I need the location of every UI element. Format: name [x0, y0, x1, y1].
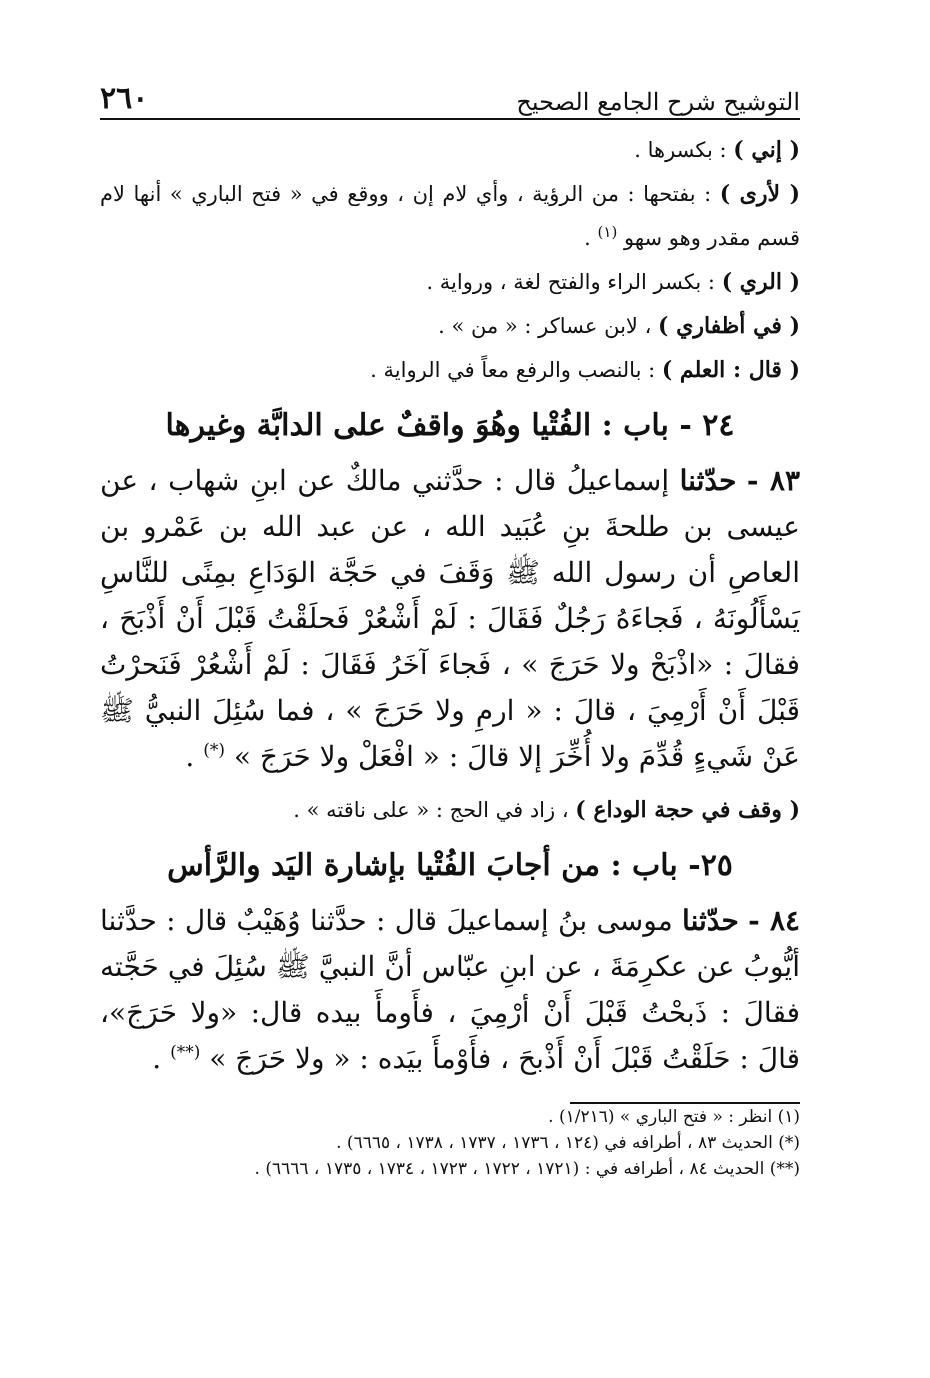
chapter-heading-25: ٢٥- باب : من أجابَ الفُتْيا بإشارة اليَد والرَّأس	[167, 848, 733, 883]
hadith-84	[100, 898, 800, 1082]
note-text: : بالنصب والرفع معاً في الرواية .	[370, 358, 662, 382]
footnote-ref: (*)	[203, 740, 225, 761]
page-number: ٢٦٠	[100, 81, 149, 116]
note-term: ( الري )	[721, 269, 800, 295]
note-term: ( قال : العلم )	[661, 357, 800, 383]
note-text: ، زاد في الحج : « على ناقته » .	[293, 798, 576, 822]
note-text: : بكسر الراء والفتح لغة ، ورواية .	[426, 270, 722, 294]
footnote: (١) انظر : « فتح الباري » (١/٢١٦) .	[548, 1107, 800, 1127]
spacer	[100, 120, 800, 128]
note-term: ( إني )	[733, 137, 800, 163]
footnote-ref: (١)	[597, 223, 618, 241]
hadith-text: إسماعيلُ قال : حدَّثني مالكٌ عن ابنِ شهاب ، عن عيسى بن طلحةَ بنِ عُبَيد الله ، عن عبد الله بن عَمْرو بن العاصِ أن رسول الله ﷺ وَقَفَ في حَجَّة الوَدَاعِ بمِنًى للنَّاسِ يَسْأَلُونَهُ ، فَجاءَهُ رَجُلٌ فَقَالَ : لَمْ أَشْعُرْ فَحلَقْتُ قَبْلَ أَنْ أَذْبَحَ ، فقالَ : «اذْبَحْ ولا حَرَجَ » ، فَجاءَ آخَرُ فَقَالَ : لَمْ أَشْعُرْ فَنَحرْتُ قَبْلَ أَنْ أَرْمِيَ ، قالَ : « ارمِ ولا حَرَجَ » ، فما سُئِلَ النبيُّ ﷺ عَنْ شَيءٍ قُدِّمَ ولا أُخِّرَ إلا قالَ : « افْعَلْ ولا حَرَجَ »	[100, 464, 800, 773]
note-line	[100, 260, 800, 304]
running-title: التوشيح شرح الجامع الصحيح	[516, 88, 800, 116]
hadith-tail: .	[152, 1042, 171, 1075]
footnote-ref: (**)	[170, 1042, 201, 1063]
page-header	[100, 70, 800, 120]
book-page	[100, 70, 800, 1318]
hadith-83	[100, 458, 800, 780]
note-term: ( في أظفاري )	[658, 313, 800, 339]
note-term: ( لأرى )	[719, 181, 800, 207]
note-text: : بكسرها .	[634, 138, 734, 162]
note-line	[100, 172, 800, 260]
hadith-number: ٨٣ -	[746, 464, 800, 497]
note-line	[100, 788, 800, 832]
chapter-heading-24: ٢٤ - باب : الفُتْيا وهُوَ واقفٌ على الدابَّة وغيرها	[165, 408, 735, 443]
footnote: (**) الحديث ٨٤ ، أطرافه في : (١٧٢١ ، ١٧٢٢ ، ١٧٢٣ ، ١٧٣٤ ، ١٧٣٥ ، ٦٦٦٦) .	[254, 1159, 800, 1179]
footnote: (*) الحديث ٨٣ ، أطرافه في (١٢٤ ، ١٧٣٦ ، ١٧٣٧ ، ١٧٣٨ ، ٦٦٦٥) .	[336, 1133, 800, 1153]
note-line	[100, 128, 800, 172]
spacer	[100, 780, 800, 788]
note-text: : بفتحها : من الرؤية ، وأي لام إن ، ووقع في « فتح الباري » أنها لام قسم مقدر وهو سهو	[100, 182, 800, 250]
hadith-lead: حدّثنا	[682, 904, 739, 937]
hadith-tail: .	[185, 740, 204, 773]
note-term: ( وقف في حجة الوداع )	[575, 797, 800, 823]
note-line	[100, 348, 800, 392]
note-line	[100, 304, 800, 348]
hadith-number: ٨٤ -	[748, 904, 801, 937]
hadith-text: موسى بنُ إسماعيلَ قال : حدَّثنا وُهَيْبٌ قال : حدَّثنا أيُّوبُ عن عكرِمَةَ ، عن ابنِ عبّاس أنَّ النبيَّ ﷺ سُئِلَ في حَجَّته فقالَ : ذَبحْتُ قَبْلَ أَنْ أرْمِيَ ، فأَومأَ بيده قال: «ولا حَرَجَ»، قالَ : حَلَقْتُ قَبْلَ أَنْ أَذْبحَ ، فأَوْمأَ بيَده : « ولا حَرَجَ »	[100, 904, 800, 1075]
hadith-lead: حدّثنا	[679, 464, 737, 497]
note-text: ، لابن عساكر : « من » .	[438, 314, 659, 338]
note-tail: .	[584, 226, 598, 250]
